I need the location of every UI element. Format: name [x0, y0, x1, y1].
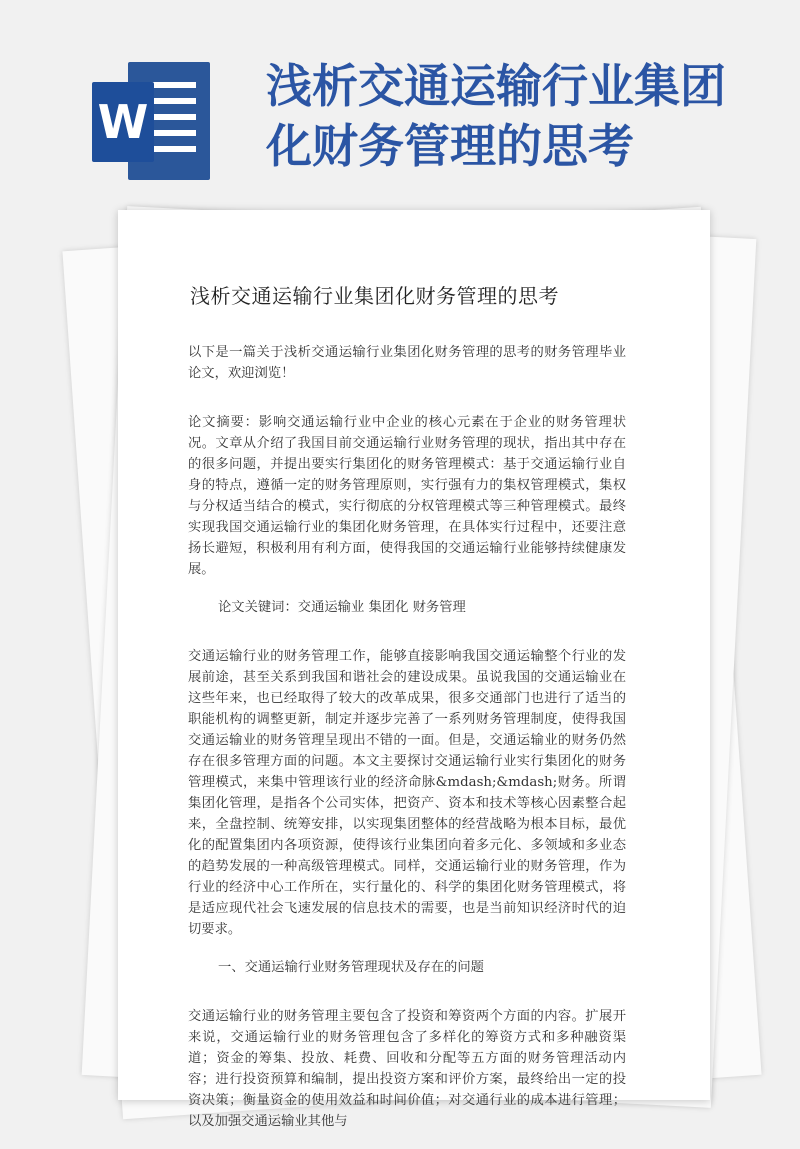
keywords-paragraph: 论文关键词：交通运输业 集团化 财务管理 — [218, 600, 466, 615]
document-title: 浅析交通运输行业集团化财务管理的思考 — [190, 284, 559, 308]
page-title: 浅析交通运输行业集团化财务管理的思考 — [266, 59, 726, 173]
word-document-icon — [92, 62, 216, 182]
abstract-paragraph: 论文摘要：影响交通运输行业中企业的核心元素在于企业的财务管理状况。文章从介绍了我国目前交通运输行业财务管理的现状，指出其中存在的很多问题，并提出要实行集团化的财务管理模式：基于交通运输行业自身的特点，遵循一定的财务管理原则，实行强有力的集权管理模式，集权与分权适当结合的模式，实行彻底的分权管理模式等三种管理模式。最终实现我国交通运输行业的集团化财务管理，在具体实行过程中，还要注意扬长避短，积极利用有利方面，使得我国的交通运输行业能够持续健康发展。 — [188, 415, 626, 577]
intro-paragraph: 以下是一篇关于浅析交通运输行业集团化财务管理的思考的财务管理毕业论文，欢迎浏览！ — [188, 345, 626, 381]
text-line-decoration — [148, 82, 196, 88]
word-letter-badge: W — [92, 82, 154, 162]
body-paragraph: 交通运输行业的财务管理主要包含了投资和筹资两个方面的内容。扩展开来说，交通运输行业的财务管理包含了多样化的筹资方式和多种融资渠道；资金的筹集、投放、耗费、回收和分配等五方面的财务管理活动内容；进行投资预算和编制，提出投资方案和评价方案，最终给出一定的投资决策；衡量资金的使用效益和时间价值；对交通行业的成本进行管理；以及加强交通运输业其他与 — [188, 1009, 626, 1129]
document-body — [188, 342, 626, 1149]
document-page — [118, 210, 710, 1129]
text-line-decoration — [148, 98, 196, 104]
text-line-decoration — [148, 146, 196, 152]
body-paragraph: 交通运输行业的财务管理工作，能够直接影响我国交通运输整个行业的发展前途，甚至关系到我国和谐社会的建设成果。虽说我国的交通运输业在这些年来，也已经取得了较大的改革成果，很多交通部门也进行了适当的职能机构的调整更新，制定并逐步完善了一系列财务管理制度，使得我国交通运输业的财务管理呈现出不错的一面。但是，交通运输业的财务仍然存在很多管理方面的问题。本文主要探讨交通运输行业实行集团化的财务管理模式，来集中管理该行业的经济命脉&mdash;&mdash;财务。所谓集团化管理，是指各个公司实体，把资产、资本和技术等核心因素整合起来，全盘控制、统筹安排，以实现集团整体的经营战略为根本目标，最优化的配置集团内各项资源，使得该行业集团向着多元化、多领域和多业态的趋势发展的一种高级管理模式。同样，交通运输行业的财务管理，作为行业的经济中心工作所在，实行量化的、科学的集团化财务管理模式，将是适应现代社会飞速发展的信息技术的需要，也是当前知识经济时代的迫切要求。 — [188, 649, 626, 937]
text-line-decoration — [148, 114, 196, 120]
text-line-decoration — [148, 130, 196, 136]
section-heading: 一、交通运输行业财务管理现状及存在的问题 — [218, 960, 484, 975]
